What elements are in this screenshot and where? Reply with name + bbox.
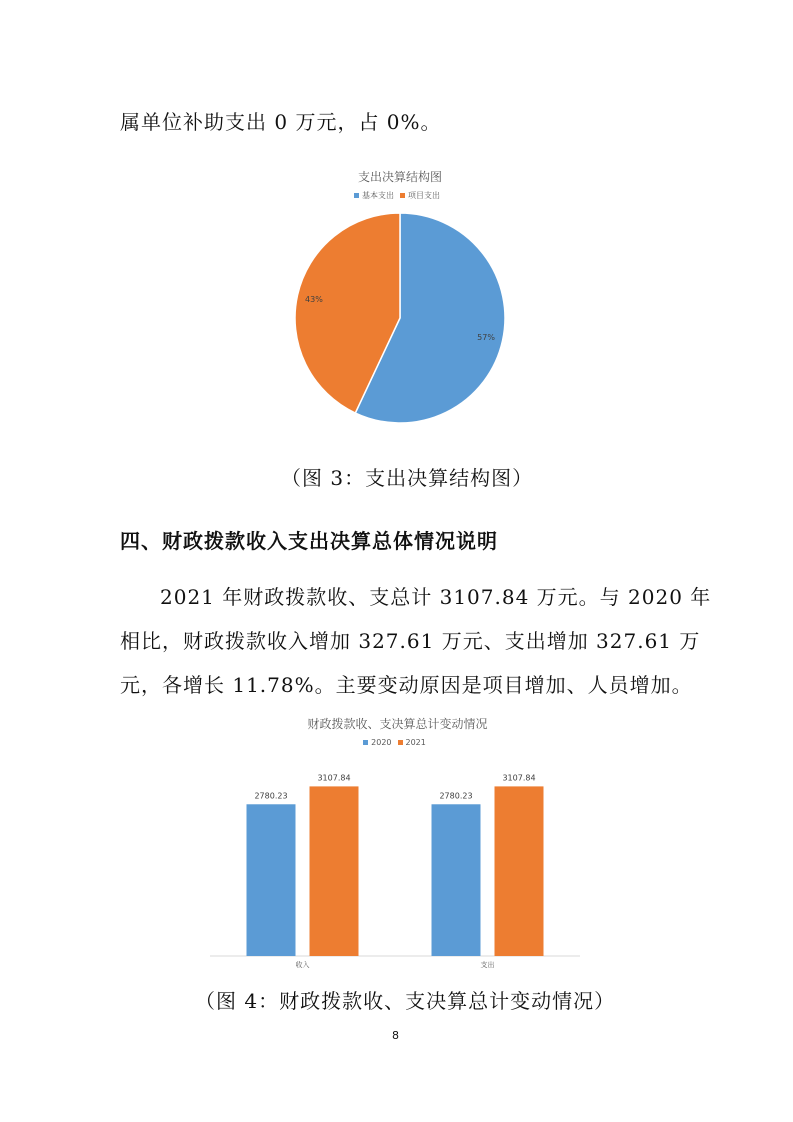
chart-title: 支出决算结构图 [357, 170, 442, 184]
bar [432, 804, 481, 956]
bar-data-label: 3107.84 [317, 773, 351, 783]
chart-title: 财政拨款收、支决算总计变动情况 [307, 717, 488, 731]
legend-label-2021: 2021 [405, 738, 426, 747]
legend-label-basic: 基本支出 [362, 191, 394, 200]
paragraph-line: 相比，财政拨款收入增加 327.61 万元、支出增加 327.61 万 [120, 629, 701, 653]
figure-caption-3: （图 3：支出决算结构图） [281, 466, 534, 490]
bar-data-label: 2780.23 [439, 791, 473, 801]
pie-plot [270, 160, 530, 430]
category-label: 收入 [295, 961, 310, 969]
bar [310, 786, 359, 956]
bar-data-label: 2780.23 [254, 791, 288, 801]
page-number: 8 [392, 1029, 399, 1042]
category-label: 支出 [480, 961, 495, 969]
bar [495, 786, 544, 956]
paragraph-line: 属单位补助支出 0 万元，占 0%。 [120, 110, 442, 134]
bar-data-label: 3107.84 [502, 773, 536, 783]
paragraph-line: 元，各增长 11.78%。主要变动原因是项目增加、人员增加。 [120, 673, 693, 697]
legend-label-2020: 2020 [371, 738, 392, 747]
bar [247, 804, 296, 956]
bar-plot [205, 705, 590, 975]
section-heading: 四、财政拨款收入支出决算总体情况说明 [120, 529, 498, 553]
fiscal-change-chart [205, 705, 590, 975]
paragraph-line: 2021 年财政拨款收、支总计 3107.84 万元。与 2020 年 [160, 585, 712, 609]
legend-label-project: 项目支出 [408, 191, 440, 200]
expenditure-structure-chart [270, 160, 530, 430]
pie-data-label: 57% [477, 333, 495, 343]
figure-caption-4: （图 4：财政拨款收、支决算总计变动情况） [195, 989, 616, 1013]
pie-data-label: 43% [305, 294, 323, 304]
